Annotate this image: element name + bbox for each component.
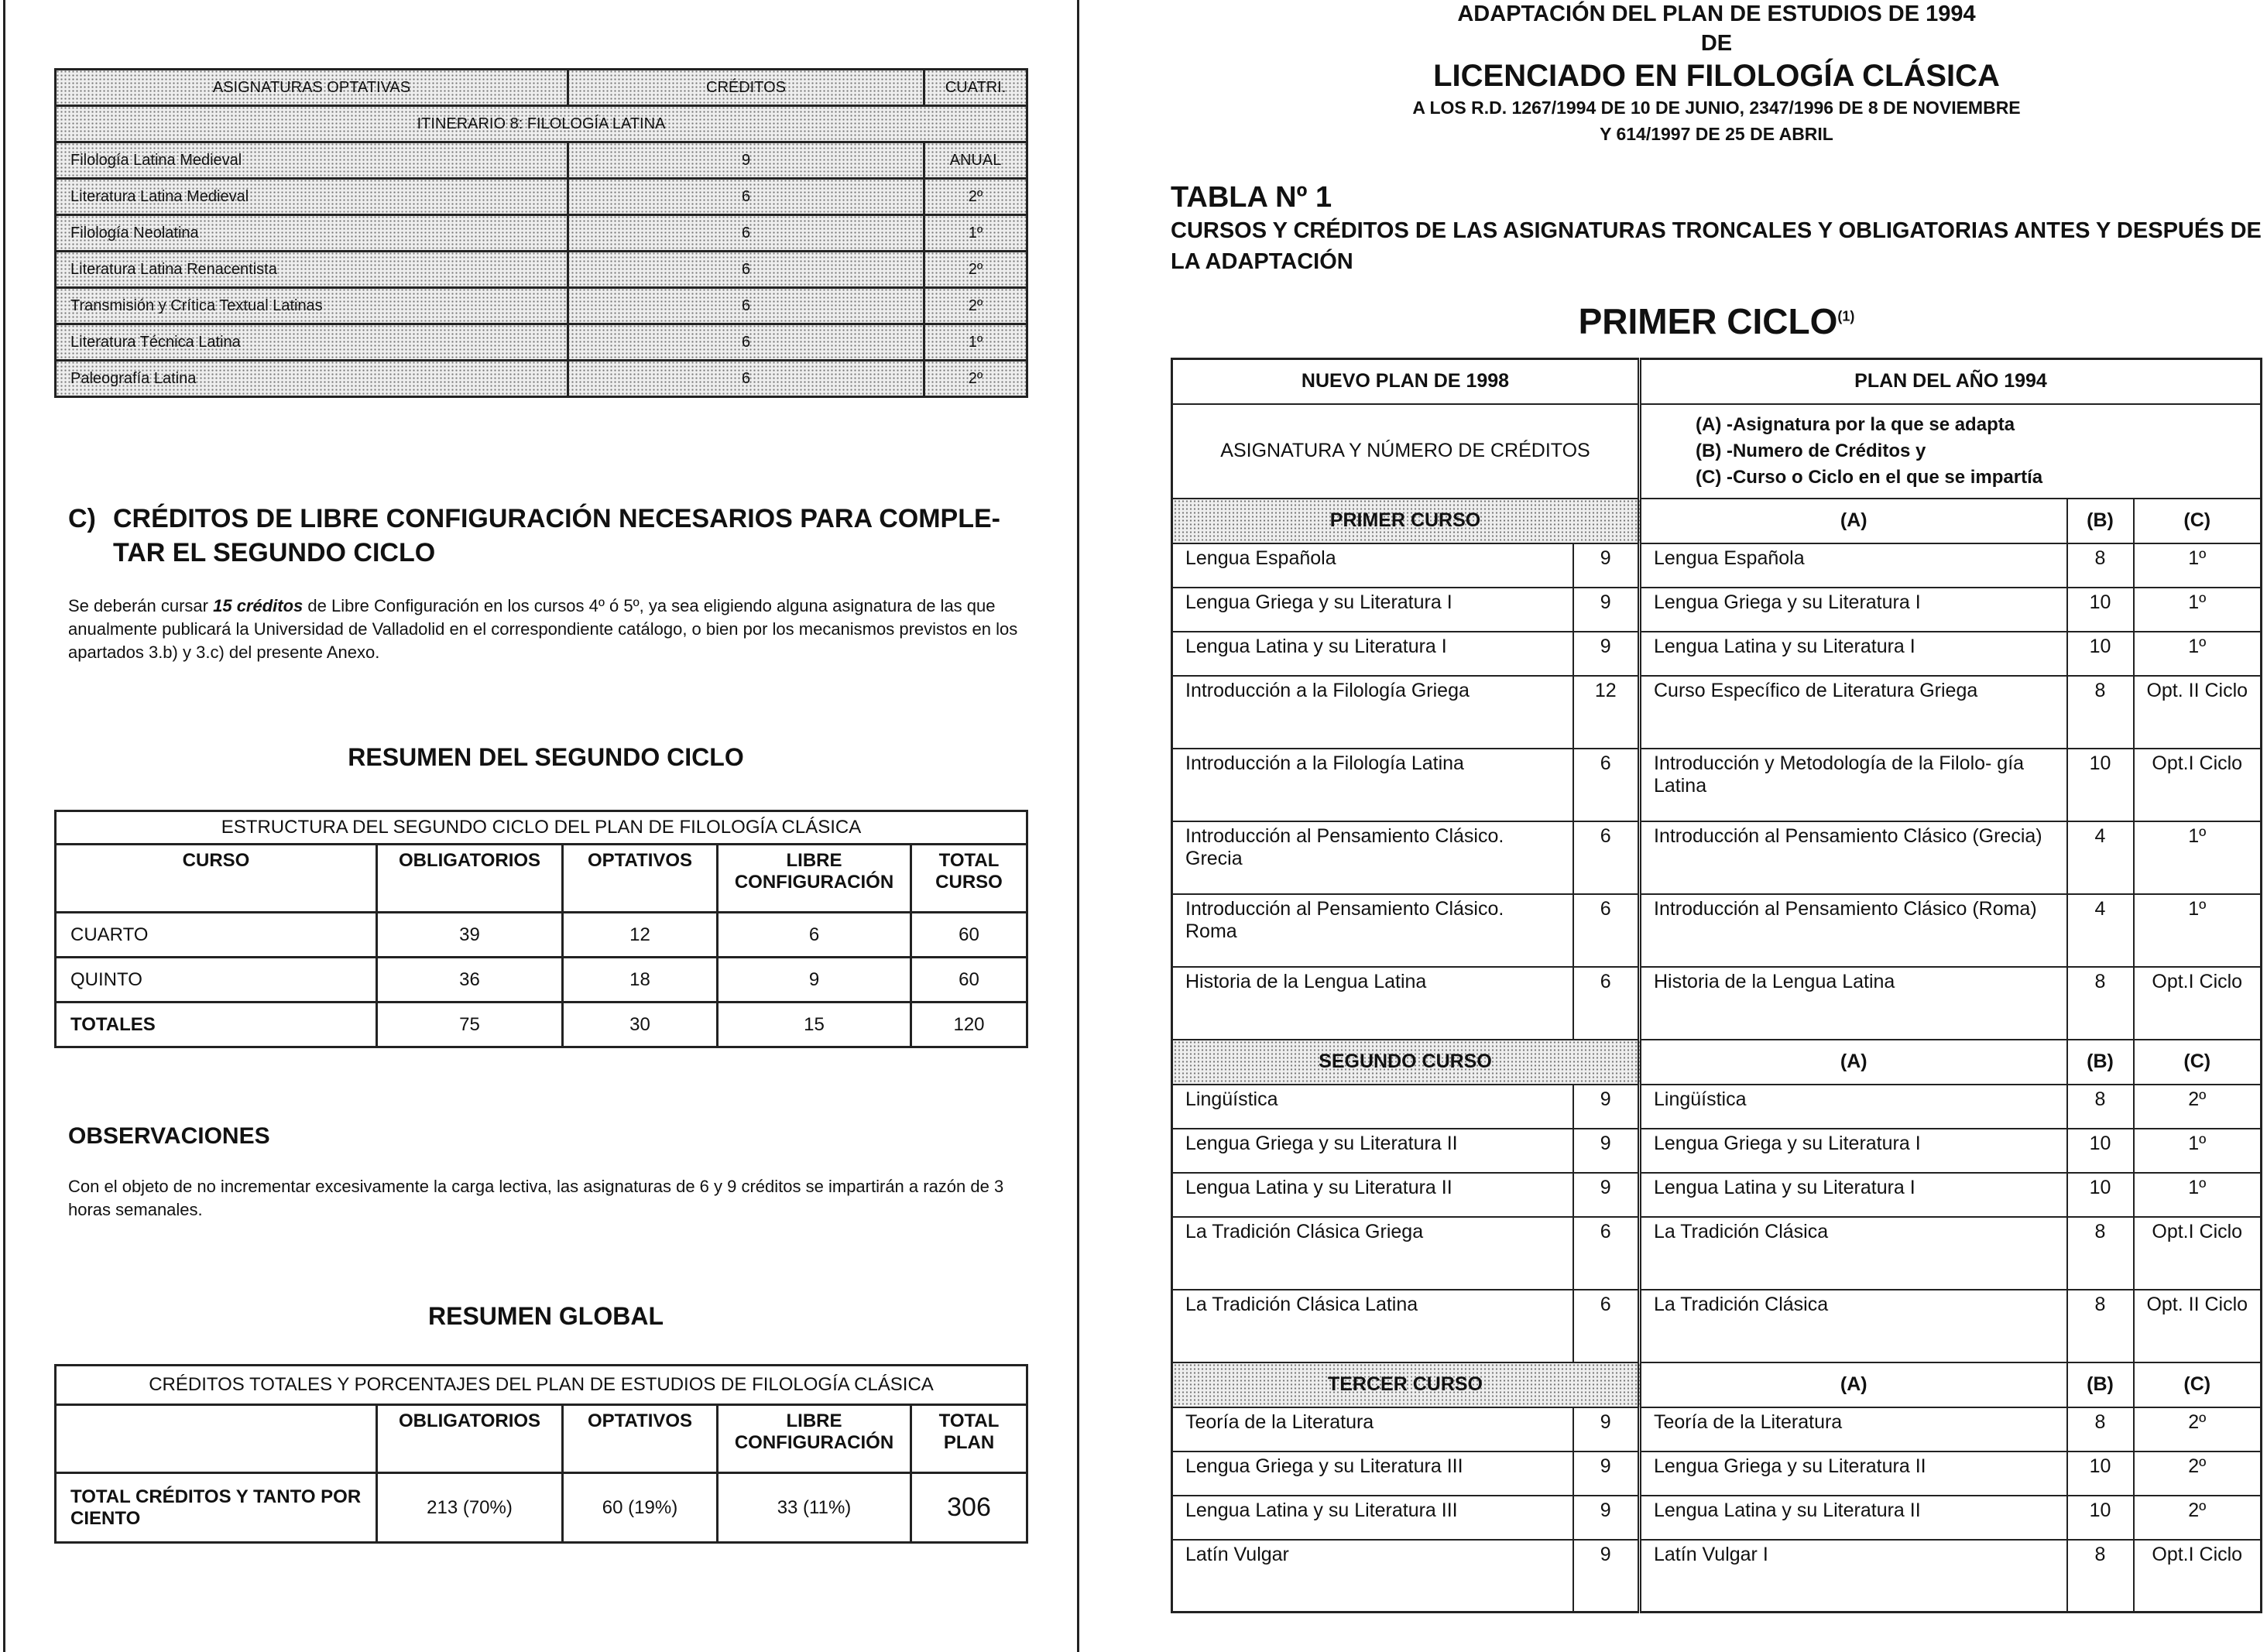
antiguo-curso: Opt. II Ciclo — [2134, 676, 2262, 749]
section-c-para-em: 15 créditos — [213, 596, 304, 615]
nuevo-creditos: 6 — [1573, 749, 1640, 821]
resumen-segundo-header-row — [56, 845, 1027, 913]
nuevo-creditos: 6 — [1573, 967, 1640, 1040]
antiguo-asignatura: Lengua Griega y su Literatura I — [1640, 1129, 2067, 1173]
col-a-header: (A) — [1640, 499, 2067, 543]
resumen-global-data-row — [56, 1473, 1027, 1543]
nuevo-creditos: 9 — [1573, 1496, 1640, 1540]
nuevo-creditos: 9 — [1573, 1407, 1640, 1451]
nuevo-asignatura: Lengua Griega y su Literatura II — [1172, 1129, 1573, 1173]
adaptacion-row — [1172, 1290, 2262, 1362]
rd-line2: Y 614/1997 DE 25 DE ABRIL — [1600, 124, 1833, 144]
adaptacion-title: ADAPTACIÓN DEL PLAN DE ESTUDIOS DE 1994 — [1457, 2, 1976, 26]
optativa-name: Filología Latina Medieval — [56, 142, 568, 179]
antiguo-creditos: 10 — [2067, 588, 2134, 632]
adaptacion-header-row — [1172, 359, 2262, 404]
antiguo-curso: Opt.I Ciclo — [2134, 1217, 2262, 1290]
resumen-segundo-cell: 75 — [377, 1003, 563, 1047]
optativas-header-creditos: CRÉDITOS — [568, 70, 924, 106]
antiguo-asignatura: Lengua Latina y su Literatura II — [1640, 1496, 2067, 1540]
nuevo-asignatura: Lengua Griega y su Literatura I — [1172, 588, 1573, 632]
optativa-row — [56, 142, 1027, 179]
resumen-global-optativos: 60 (19%) — [563, 1473, 718, 1543]
nuevo-asignatura: Teoría de la Literatura — [1172, 1407, 1573, 1451]
antiguo-asignatura: Curso Específico de Literatura Griega — [1640, 676, 2067, 749]
nuevo-asignatura: Lengua Española — [1172, 543, 1573, 588]
optativa-creditos: 6 — [568, 215, 924, 252]
nuevo-plan-header: NUEVO PLAN DE 1998 — [1172, 359, 1640, 404]
optativa-cuatri: 2º — [924, 361, 1027, 397]
adaptacion-row — [1172, 676, 2262, 749]
resumen-segundo-cell: 15 — [718, 1003, 911, 1047]
resumen-segundo-title: RESUMEN DEL SEGUNDO CICLO — [348, 743, 744, 771]
optativa-creditos: 9 — [568, 142, 924, 179]
adaptacion-row — [1172, 894, 2262, 967]
primer-ciclo-text: PRIMER CICLO — [1578, 301, 1838, 341]
resumen-global-table — [54, 1364, 1028, 1544]
optativas-header-asignaturas: ASIGNATURAS OPTATIVAS — [56, 70, 568, 106]
antiguo-asignatura: Introducción al Pensamiento Clásico (Grecia) — [1640, 821, 2067, 894]
adaptacion-table — [1171, 358, 2262, 1613]
curso-header-row — [1172, 1040, 2262, 1085]
antiguo-asignatura: Lingüística — [1640, 1085, 2067, 1129]
optativa-row — [56, 179, 1027, 215]
antiguo-creditos: 4 — [2067, 821, 2134, 894]
antiguo-asignatura: Latín Vulgar I — [1640, 1540, 2067, 1613]
nuevo-asignatura: Lengua Latina y su Literatura I — [1172, 632, 1573, 676]
resumen-segundo-cell: 6 — [718, 913, 911, 958]
optativa-name: Literatura Latina Renacentista — [56, 252, 568, 288]
col-a-header: (A) — [1640, 1040, 2067, 1085]
optativa-creditos: 6 — [568, 324, 924, 361]
resumen-segundo-cell: 60 — [911, 913, 1027, 958]
antiguo-curso: 2º — [2134, 1085, 2262, 1129]
resumen-segundo-cell: 36 — [377, 958, 563, 1003]
optativa-cuatri: ANUAL — [924, 142, 1027, 179]
adaptacion-subheader-row — [1172, 404, 2262, 499]
curso-header-row — [1172, 1362, 2262, 1407]
resumen-segundo-row — [56, 958, 1027, 1003]
adaptacion-row — [1172, 1407, 2262, 1451]
antiguo-asignatura: La Tradición Clásica — [1640, 1290, 2067, 1362]
resumen-segundo-cell: 12 — [563, 913, 718, 958]
nuevo-creditos: 9 — [1573, 588, 1640, 632]
resumen-segundo-cell: 39 — [377, 913, 563, 958]
licenciado-title: LICENCIADO EN FILOLOGÍA CLÁSICA — [1433, 59, 2000, 93]
antiguo-asignatura: Introducción al Pensamiento Clásico (Roma) — [1640, 894, 2067, 967]
optativa-creditos: 6 — [568, 288, 924, 324]
antiguo-asignatura: Lengua Española — [1640, 543, 2067, 588]
optativa-creditos: 6 — [568, 179, 924, 215]
adaptacion-row — [1172, 632, 2262, 676]
antiguo-creditos: 4 — [2067, 894, 2134, 967]
nuevo-asignatura: Lengua Griega y su Literatura III — [1172, 1451, 1573, 1496]
antiguo-curso: 2º — [2134, 1496, 2262, 1540]
section-c-para-a: Se deberán cursar — [68, 596, 214, 615]
adaptacion-row — [1172, 967, 2262, 1040]
adaptacion-row — [1172, 588, 2262, 632]
resumen-global-caption: CRÉDITOS TOTALES Y PORCENTAJES DEL PLAN DE ESTUDIOS DE FILOLOGÍA CLÁSICA — [56, 1366, 1027, 1405]
tabla-subtitle: CURSOS Y CRÉDITOS DE LAS ASIGNATURAS TRONCALES Y OBLIGATORIAS ANTES Y DESPUÉS DE LA ADAPTACIÓN — [1171, 218, 2262, 274]
optativas-body — [56, 142, 1027, 397]
optativa-creditos: 6 — [568, 361, 924, 397]
antiguo-curso: 1º — [2134, 588, 2262, 632]
resumen-global-header-row — [56, 1405, 1027, 1473]
nuevo-asignatura: Lengua Latina y su Literatura II — [1172, 1173, 1573, 1217]
antiguo-asignatura: Lengua Latina y su Literatura I — [1640, 1173, 2067, 1217]
tabla-title: TABLA Nº 1 — [1171, 181, 1332, 214]
resumen-global-libre: 33 (11%) — [718, 1473, 911, 1543]
col-c-header: (C) — [2134, 1362, 2262, 1407]
resumen-global-h-obligatorios: OBLIGATORIOS — [377, 1405, 563, 1473]
resumen-segundo-h-curso: CURSO — [56, 845, 377, 913]
optativa-cuatri: 2º — [924, 252, 1027, 288]
nuevo-asignatura: Lingüística — [1172, 1085, 1573, 1129]
col-a-header: (A) — [1640, 1362, 2067, 1407]
itinerario-label: ITINERARIO 8: FILOLOGÍA LATINA — [56, 106, 1027, 142]
section-c-para-b: de Libre Configuración en los cursos 4º ó 5º, ya sea eligiendo alguna asignatura de las que anualmente publicará la Universidad de Valladolid en el correspondiente catálogo, o bien por los mecanismos previstos en los apartados 3.b) y 3.c) del presente Anexo. — [68, 596, 1018, 662]
col-b-header: (B) — [2067, 1362, 2134, 1407]
optativa-name: Filología Neolatina — [56, 215, 568, 252]
antiguo-asignatura: Lengua Latina y su Literatura I — [1640, 632, 2067, 676]
adaptacion-row — [1172, 543, 2262, 588]
nuevo-creditos: 6 — [1573, 821, 1640, 894]
nuevo-creditos: 9 — [1573, 543, 1640, 588]
antiguo-curso: 1º — [2134, 632, 2262, 676]
antiguo-curso: Opt.I Ciclo — [2134, 749, 2262, 821]
antiguo-curso: 1º — [2134, 1173, 2262, 1217]
optativas-table — [54, 68, 1028, 398]
antiguo-creditos: 10 — [2067, 1173, 2134, 1217]
antiguo-curso: Opt.I Ciclo — [2134, 1540, 2262, 1613]
antiguo-curso: 1º — [2134, 1129, 2262, 1173]
optativas-itinerario-row — [56, 106, 1027, 142]
legend-b: (B) -Numero de Créditos y — [1696, 440, 1926, 461]
adaptacion-row — [1172, 821, 2262, 894]
nuevo-creditos: 9 — [1573, 1451, 1640, 1496]
optativa-name: Literatura Latina Medieval — [56, 179, 568, 215]
resumen-segundo-cell: 60 — [911, 958, 1027, 1003]
asignatura-creditos-header: ASIGNATURA Y NÚMERO DE CRÉDITOS — [1172, 404, 1640, 499]
antiguo-curso: 2º — [2134, 1451, 2262, 1496]
nuevo-creditos: 9 — [1573, 632, 1640, 676]
optativa-name: Transmisión y Crítica Textual Latinas — [56, 288, 568, 324]
adaptacion-row — [1172, 1451, 2262, 1496]
nuevo-asignatura: Introducción al Pensamiento Clásico. Grecia — [1172, 821, 1573, 894]
resumen-segundo-table — [54, 810, 1028, 1048]
adaptacion-row — [1172, 1540, 2262, 1613]
section-c-paragraph — [68, 595, 1028, 664]
resumen-segundo-h-optativos: OPTATIVOS — [563, 845, 718, 913]
optativa-cuatri: 2º — [924, 288, 1027, 324]
antiguo-curso: 1º — [2134, 821, 2262, 894]
col-c-header: (C) — [2134, 499, 2262, 543]
section-c-title-line2: TAR EL SEGUNDO CICLO — [113, 538, 436, 567]
antiguo-curso: Opt.I Ciclo — [2134, 967, 2262, 1040]
resumen-segundo-h-obligatorios: OBLIGATORIOS — [377, 845, 563, 913]
legend-cell — [1640, 404, 2262, 499]
nuevo-asignatura: Introducción al Pensamiento Clásico. Roma — [1172, 894, 1573, 967]
observaciones-title: OBSERVACIONES — [68, 1123, 270, 1149]
primer-ciclo-sup: (1) — [1837, 308, 1855, 324]
plan-1994-header: PLAN DEL AÑO 1994 — [1640, 359, 2262, 404]
antiguo-creditos: 8 — [2067, 967, 2134, 1040]
nuevo-asignatura: Introducción a la Filología Griega — [1172, 676, 1573, 749]
optativa-row — [56, 215, 1027, 252]
antiguo-curso: 1º — [2134, 543, 2262, 588]
optativa-row — [56, 252, 1027, 288]
optativas-header-cuatri: CUATRI. — [924, 70, 1027, 106]
rd-line: A LOS R.D. 1267/1994 DE 10 DE JUNIO, 2347/1996 DE 8 DE NOVIEMBRE — [1412, 98, 2021, 118]
resumen-global-h-total: TOTAL PLAN — [911, 1405, 1027, 1473]
resumen-segundo-cell: TOTALES — [56, 1003, 377, 1047]
resumen-segundo-caption-row — [56, 811, 1027, 845]
antiguo-curso: 1º — [2134, 894, 2262, 967]
col-c-header: (C) — [2134, 1040, 2262, 1085]
optativa-cuatri: 2º — [924, 179, 1027, 215]
resumen-global-h-empty — [56, 1405, 377, 1473]
nuevo-creditos: 9 — [1573, 1173, 1640, 1217]
antiguo-creditos: 8 — [2067, 543, 2134, 588]
antiguo-creditos: 8 — [2067, 1290, 2134, 1362]
resumen-segundo-row — [56, 913, 1027, 958]
resumen-segundo-cell: QUINTO — [56, 958, 377, 1003]
resumen-segundo-h-total: TOTAL CURSO — [911, 845, 1027, 913]
optativa-row — [56, 324, 1027, 361]
section-c-prefix: C) — [68, 504, 96, 533]
antiguo-asignatura: Introducción y Metodología de la Filolo- gía Latina — [1640, 749, 2067, 821]
antiguo-creditos: 8 — [2067, 1085, 2134, 1129]
optativa-cuatri: 1º — [924, 215, 1027, 252]
nuevo-creditos: 6 — [1573, 1290, 1640, 1362]
resumen-segundo-cell: 9 — [718, 958, 911, 1003]
nuevo-asignatura: Lengua Latina y su Literatura III — [1172, 1496, 1573, 1540]
resumen-global-caption-row — [56, 1366, 1027, 1405]
resumen-segundo-body — [56, 913, 1027, 1047]
adaptacion-de: DE — [1700, 31, 1733, 56]
nuevo-asignatura: La Tradición Clásica Griega — [1172, 1217, 1573, 1290]
resumen-segundo-cell: CUARTO — [56, 913, 377, 958]
antiguo-creditos: 10 — [2067, 749, 2134, 821]
nuevo-creditos: 9 — [1573, 1129, 1640, 1173]
resumen-global-label: TOTAL CRÉDITOS Y TANTO POR CIENTO — [56, 1473, 377, 1543]
optativa-creditos: 6 — [568, 252, 924, 288]
optativas-header-row — [56, 70, 1027, 106]
optativa-cuatri: 1º — [924, 324, 1027, 361]
adaptacion-body — [1172, 499, 2262, 1613]
legend-c: (C) -Curso o Ciclo en el que se impartía — [1696, 466, 2043, 488]
legend-a: (A) -Asignatura por la que se adapta — [1696, 413, 2015, 435]
nuevo-asignatura: Latín Vulgar — [1172, 1540, 1573, 1613]
col-b-header: (B) — [2067, 499, 2134, 543]
antiguo-creditos: 8 — [2067, 1407, 2134, 1451]
nuevo-creditos: 9 — [1573, 1540, 1640, 1613]
resumen-global-h-libre: LIBRE CONFIGURACIÓN — [718, 1405, 911, 1473]
primer-ciclo-title — [1171, 300, 2262, 342]
antiguo-asignatura: Lengua Griega y su Literatura II — [1640, 1451, 2067, 1496]
antiguo-creditos: 8 — [2067, 1217, 2134, 1290]
adaptacion-row — [1172, 1129, 2262, 1173]
resumen-segundo-cell: 120 — [911, 1003, 1027, 1047]
antiguo-asignatura: La Tradición Clásica — [1640, 1217, 2067, 1290]
resumen-global-h-optativos: OPTATIVOS — [563, 1405, 718, 1473]
nuevo-creditos: 6 — [1573, 1217, 1640, 1290]
adaptacion-row — [1172, 1496, 2262, 1540]
antiguo-curso: Opt. II Ciclo — [2134, 1290, 2262, 1362]
antiguo-creditos: 10 — [2067, 632, 2134, 676]
nuevo-creditos: 6 — [1573, 894, 1640, 967]
resumen-segundo-cell: 18 — [563, 958, 718, 1003]
resumen-global-title: RESUMEN GLOBAL — [428, 1302, 664, 1330]
antiguo-asignatura: Teoría de la Literatura — [1640, 1407, 2067, 1451]
curso-name: PRIMER CURSO — [1172, 499, 1640, 543]
resumen-segundo-h-libre: LIBRE CONFIGURACIÓN — [718, 845, 911, 913]
curso-header-row — [1172, 499, 2262, 543]
nuevo-asignatura: Historia de la Lengua Latina — [1172, 967, 1573, 1040]
adaptacion-row — [1172, 1085, 2262, 1129]
observaciones-text: Con el objeto de no incrementar excesivamente la carga lectiva, las asignaturas de 6 y 9 créditos se impartirán a razón de 3 horas semanales. — [68, 1177, 1004, 1219]
antiguo-creditos: 10 — [2067, 1451, 2134, 1496]
antiguo-asignatura: Lengua Griega y su Literatura I — [1640, 588, 2067, 632]
adaptacion-row — [1172, 749, 2262, 821]
resumen-global-obligatorios: 213 (70%) — [377, 1473, 563, 1543]
col-b-header: (B) — [2067, 1040, 2134, 1085]
adaptacion-row — [1172, 1217, 2262, 1290]
nuevo-asignatura: Introducción a la Filología Latina — [1172, 749, 1573, 821]
optativa-row — [56, 361, 1027, 397]
antiguo-creditos: 8 — [2067, 676, 2134, 749]
resumen-segundo-row — [56, 1003, 1027, 1047]
section-c-title-line1: CRÉDITOS DE LIBRE CONFIGURACIÓN NECESARIOS PARA COMPLE- — [113, 504, 1000, 533]
nuevo-asignatura: La Tradición Clásica Latina — [1172, 1290, 1573, 1362]
curso-name: TERCER CURSO — [1172, 1362, 1640, 1407]
nuevo-creditos: 9 — [1573, 1085, 1640, 1129]
resumen-global-total: 306 — [911, 1473, 1027, 1543]
adaptacion-row — [1172, 1173, 2262, 1217]
antiguo-creditos: 10 — [2067, 1129, 2134, 1173]
antiguo-creditos: 10 — [2067, 1496, 2134, 1540]
resumen-segundo-cell: 30 — [563, 1003, 718, 1047]
curso-name: SEGUNDO CURSO — [1172, 1040, 1640, 1085]
antiguo-curso: 2º — [2134, 1407, 2262, 1451]
optativa-name: Paleografía Latina — [56, 361, 568, 397]
optativa-row — [56, 288, 1027, 324]
optativa-name: Literatura Técnica Latina — [56, 324, 568, 361]
resumen-segundo-caption: ESTRUCTURA DEL SEGUNDO CICLO DEL PLAN DE FILOLOGÍA CLÁSICA — [56, 811, 1027, 845]
nuevo-creditos: 12 — [1573, 676, 1640, 749]
antiguo-creditos: 8 — [2067, 1540, 2134, 1613]
antiguo-asignatura: Historia de la Lengua Latina — [1640, 967, 2067, 1040]
